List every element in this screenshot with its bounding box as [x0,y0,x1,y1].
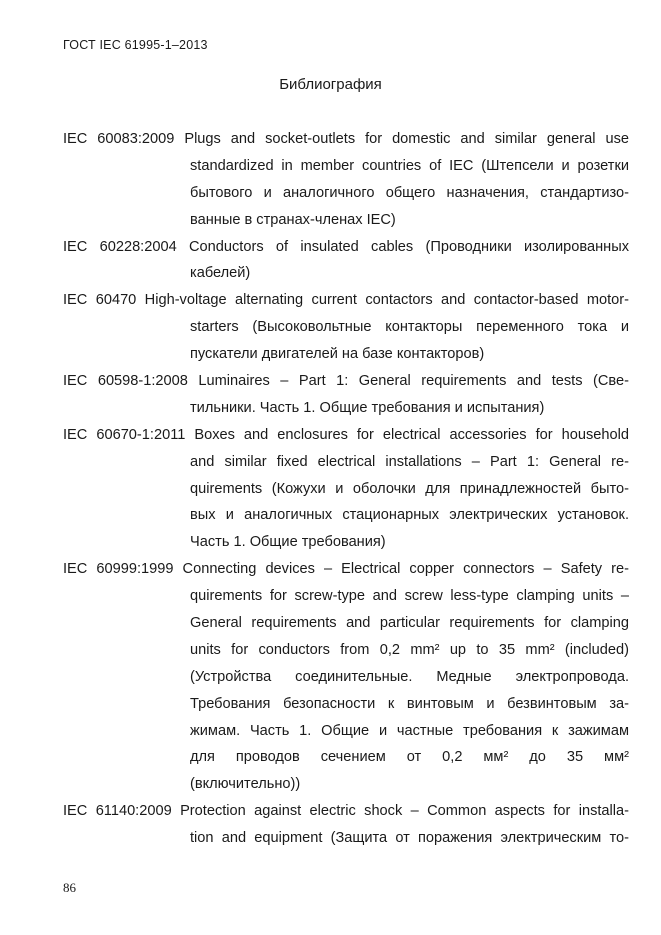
entry-line: IEC 60598-1:2008 Luminaires – Part 1: General requirements and tests (Све- [63,373,629,390]
entry-line: IEC 60083:2009 Plugs and socket-outlets for domestic and similar general use [63,131,629,147]
entry-line: Часть 1. Общие требования) [190,534,386,551]
entry-line: вых и аналогичных стационарных электрических установок. [190,507,629,524]
entry-line: (Устройства соединительные. Медные электропровода. [190,668,629,685]
entry-line: IEC 61140:2009 Protection against electric shock – Common aspects for installa- [63,803,629,820]
entry-line: IEC 60999:1999 Connecting devices – Electrical copper connectors – Safety re- [63,561,629,578]
bibliography-entry-iec-60670-1 [63,422,629,556]
bibliography-entry-iec-60083 [63,126,629,234]
entry-line: для проводов сечением от 0,2 мм² до 35 мм² [190,749,629,766]
page-number: 86 [63,880,76,895]
bibliography-entry-iec-60999 [63,556,629,798]
entry-line: жимам. Часть 1. Общие и частные требования к зажимам [190,722,629,739]
bibliography-entry-iec-60228 [63,234,629,288]
entry-line: tion and equipment (Защита от поражения электрическим то- [190,830,629,847]
entry-line: standardized in member countries of IEC (Штепсели и розетки [190,157,629,174]
entry-line: and similar fixed electrical installations – Part 1: General re- [190,453,629,470]
entry-line: кабелей) [190,265,251,282]
entry-line: пускатели двигателей на базе контакторов) [190,346,485,363]
entry-line: (включительно)) [190,776,301,793]
bibliography-entry-iec-61140 [63,798,629,852]
entry-line: IEC 60470 High-voltage alternating current contactors and contactor-based motor- [63,292,629,309]
entry-line: starters (Высоковольтные контакторы переменного тока и [190,319,629,336]
bibliography-entry-iec-60598-1 [63,368,629,422]
bibliography-entry-iec-60470 [63,287,629,368]
page-title: Библиография [279,76,382,93]
entry-line: units for conductors from 0,2 mm² up to 35 mm² (included) [190,641,629,658]
entry-line: General requirements and particular requirements for clamping [190,615,629,632]
bibliography-list [63,126,629,852]
entry-line: quirements (Кожухи и оболочки для принадлежностей быто- [190,480,629,497]
entry-line: ванные в странах-членах IEC) [190,211,396,228]
entry-line: бытового и аналогичного общего назначения, стандартизо- [190,184,629,201]
entry-line: IEC 60228:2004 Conductors of insulated cables (Проводники изолированных [63,238,629,255]
entry-line: quirements for screw-type and screw less-type clamping units – [190,588,629,605]
entry-line: Требования безопасности к винтовым и безвинтовым за- [190,695,629,712]
document-code-header: ГОСТ IEC 61995-1–2013 [63,38,208,52]
entry-line: IEC 60670-1:2011 Boxes and enclosures for electrical accessories for household [63,426,629,443]
entry-line: тильники. Часть 1. Общие требования и испытания) [190,399,545,416]
